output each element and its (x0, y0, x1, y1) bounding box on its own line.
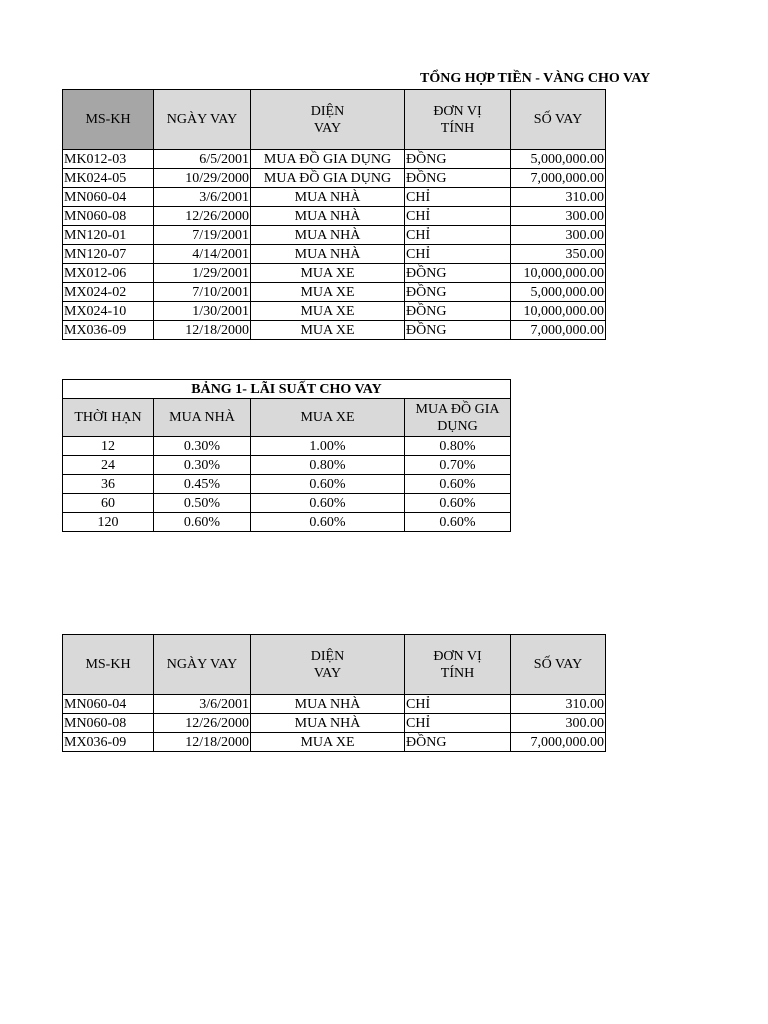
ngay-vay-cell: 7/19/2001 (154, 226, 251, 245)
dien-vay-cell: MUA NHÀ (251, 207, 405, 226)
header-dien-vay (251, 90, 405, 150)
mua-do-gia-dung-rate-cell: 0.60% (405, 494, 511, 513)
so-vay-cell: 300.00 (511, 714, 606, 733)
table-row (63, 245, 606, 264)
table-row (63, 283, 606, 302)
table-row (63, 207, 606, 226)
mua-do-gia-dung-rate-cell: 0.80% (405, 437, 511, 456)
dien-vay-cell: MUA NHÀ (251, 245, 405, 264)
ngay-vay-cell: 6/5/2001 (154, 150, 251, 169)
table-row (63, 188, 606, 207)
ms-kh-cell: MX012-06 (63, 264, 154, 283)
dien-vay-cell: MUA XE (251, 264, 405, 283)
filter-header-don-vi-tinh-text: ĐƠN VỊ TÍNH (433, 648, 482, 681)
dien-vay-cell: MUA XE (251, 302, 405, 321)
table-row (63, 302, 606, 321)
don-vi-cell: ĐỒNG (405, 169, 511, 188)
mua-do-gia-dung-rate-cell: 0.60% (405, 475, 511, 494)
ngay-vay-cell: 12/18/2000 (154, 733, 251, 752)
mua-xe-rate-cell: 0.80% (251, 456, 405, 475)
so-vay-cell: 300.00 (511, 226, 606, 245)
ngay-vay-cell: 1/29/2001 (154, 264, 251, 283)
ms-kh-cell: MN060-04 (63, 695, 154, 714)
table-row (63, 475, 511, 494)
so-vay-cell: 7,000,000.00 (511, 169, 606, 188)
so-vay-cell: 5,000,000.00 (511, 150, 606, 169)
ngay-vay-cell: 3/6/2001 (154, 695, 251, 714)
dien-vay-cell: MUA XE (251, 283, 405, 302)
ms-kh-cell: MX024-02 (63, 283, 154, 302)
rate-header-mua-nha: MUA NHÀ (154, 399, 251, 437)
thoi-han-cell: 24 (63, 456, 154, 475)
ms-kh-cell: MN060-08 (63, 207, 154, 226)
header-dien-vay-text: DIỆN VAY (310, 103, 345, 136)
table-row (63, 321, 606, 340)
so-vay-cell: 310.00 (511, 188, 606, 207)
don-vi-cell: CHỈ (405, 695, 511, 714)
filter-header-ngay-vay: NGÀY VAY (154, 635, 251, 695)
rate-header-mua-do-gia-dung: MUA ĐỒ GIA DỤNG (405, 399, 511, 437)
dien-vay-cell: MUA ĐỒ GIA DỤNG (251, 150, 405, 169)
don-vi-cell: ĐỒNG (405, 321, 511, 340)
table-row (63, 226, 606, 245)
don-vi-cell: ĐỒNG (405, 150, 511, 169)
mua-nha-rate-cell: 0.30% (154, 456, 251, 475)
mua-nha-rate-cell: 0.30% (154, 437, 251, 456)
table-row (63, 513, 511, 532)
filtered-loan-table (62, 634, 606, 752)
so-vay-cell: 7,000,000.00 (511, 321, 606, 340)
ms-kh-cell: MK024-05 (63, 169, 154, 188)
thoi-han-cell: 60 (63, 494, 154, 513)
ms-kh-cell: MK012-03 (63, 150, 154, 169)
dien-vay-cell: MUA ĐỒ GIA DỤNG (251, 169, 405, 188)
don-vi-cell: CHỈ (405, 188, 511, 207)
table-row (63, 714, 606, 733)
so-vay-cell: 350.00 (511, 245, 606, 264)
header-so-vay: SỐ VAY (511, 90, 606, 150)
loan-summary-table (62, 89, 606, 340)
don-vi-cell: CHỈ (405, 226, 511, 245)
table-row (63, 456, 511, 475)
ngay-vay-cell: 12/18/2000 (154, 321, 251, 340)
rate-header-thoi-han: THỜI HẠN (63, 399, 154, 437)
mua-nha-rate-cell: 0.60% (154, 513, 251, 532)
header-don-vi-tinh-text: ĐƠN VỊ TÍNH (433, 103, 482, 136)
ngay-vay-cell: 10/29/2000 (154, 169, 251, 188)
table-row (63, 264, 606, 283)
ngay-vay-cell: 1/30/2001 (154, 302, 251, 321)
mua-xe-rate-cell: 1.00% (251, 437, 405, 456)
don-vi-cell: CHỈ (405, 714, 511, 733)
mua-do-gia-dung-rate-cell: 0.60% (405, 513, 511, 532)
filter-header-so-vay: SỐ VAY (511, 635, 606, 695)
dien-vay-cell: MUA XE (251, 321, 405, 340)
don-vi-cell: CHỈ (405, 207, 511, 226)
rate-header-mua-xe: MUA XE (251, 399, 405, 437)
so-vay-cell: 300.00 (511, 207, 606, 226)
table-row (63, 695, 606, 714)
mua-xe-rate-cell: 0.60% (251, 475, 405, 494)
ms-kh-cell: MX036-09 (63, 321, 154, 340)
ms-kh-cell: MN060-08 (63, 714, 154, 733)
thoi-han-cell: 12 (63, 437, 154, 456)
mua-xe-rate-cell: 0.60% (251, 513, 405, 532)
dien-vay-cell: MUA NHÀ (251, 188, 405, 207)
filter-header-ms-kh: MS-KH (63, 635, 154, 695)
header-don-vi-tinh (405, 90, 511, 150)
table-row (63, 150, 606, 169)
so-vay-cell: 10,000,000.00 (511, 302, 606, 321)
mua-xe-rate-cell: 0.60% (251, 494, 405, 513)
dien-vay-cell: MUA NHÀ (251, 226, 405, 245)
filter-header-dien-vay (251, 635, 405, 695)
thoi-han-cell: 36 (63, 475, 154, 494)
interest-rate-table (62, 379, 511, 532)
filter-header-dien-vay-text: DIỆN VAY (310, 648, 345, 681)
ms-kh-cell: MN120-07 (63, 245, 154, 264)
so-vay-cell: 5,000,000.00 (511, 283, 606, 302)
ms-kh-cell: MX024-10 (63, 302, 154, 321)
dien-vay-cell: MUA NHÀ (251, 714, 405, 733)
don-vi-cell: CHỈ (405, 245, 511, 264)
so-vay-cell: 10,000,000.00 (511, 264, 606, 283)
don-vi-cell: ĐỒNG (405, 264, 511, 283)
table-row (63, 169, 606, 188)
ms-kh-cell: MN060-04 (63, 188, 154, 207)
ngay-vay-cell: 7/10/2001 (154, 283, 251, 302)
header-ngay-vay: NGÀY VAY (154, 90, 251, 150)
ms-kh-cell: MX036-09 (63, 733, 154, 752)
don-vi-cell: ĐỒNG (405, 733, 511, 752)
header-ms-kh: MS-KH (63, 90, 154, 150)
don-vi-cell: ĐỒNG (405, 302, 511, 321)
mua-do-gia-dung-rate-cell: 0.70% (405, 456, 511, 475)
table-row (63, 494, 511, 513)
dien-vay-cell: MUA NHÀ (251, 695, 405, 714)
ngay-vay-cell: 4/14/2001 (154, 245, 251, 264)
don-vi-cell: ĐỒNG (405, 283, 511, 302)
ngay-vay-cell: 12/26/2000 (154, 714, 251, 733)
rate-table-title: BẢNG 1- LÃI SUẤT CHO VAY (63, 380, 511, 399)
mua-nha-rate-cell: 0.50% (154, 494, 251, 513)
mua-nha-rate-cell: 0.45% (154, 475, 251, 494)
so-vay-cell: 7,000,000.00 (511, 733, 606, 752)
thoi-han-cell: 120 (63, 513, 154, 532)
table-row (63, 733, 606, 752)
ms-kh-cell: MN120-01 (63, 226, 154, 245)
dien-vay-cell: MUA XE (251, 733, 405, 752)
so-vay-cell: 310.00 (511, 695, 606, 714)
filter-header-don-vi-tinh (405, 635, 511, 695)
page-title: TỔNG HỢP TIỀN - VÀNG CHO VAY (420, 71, 651, 86)
ngay-vay-cell: 12/26/2000 (154, 207, 251, 226)
ngay-vay-cell: 3/6/2001 (154, 188, 251, 207)
table-row (63, 437, 511, 456)
